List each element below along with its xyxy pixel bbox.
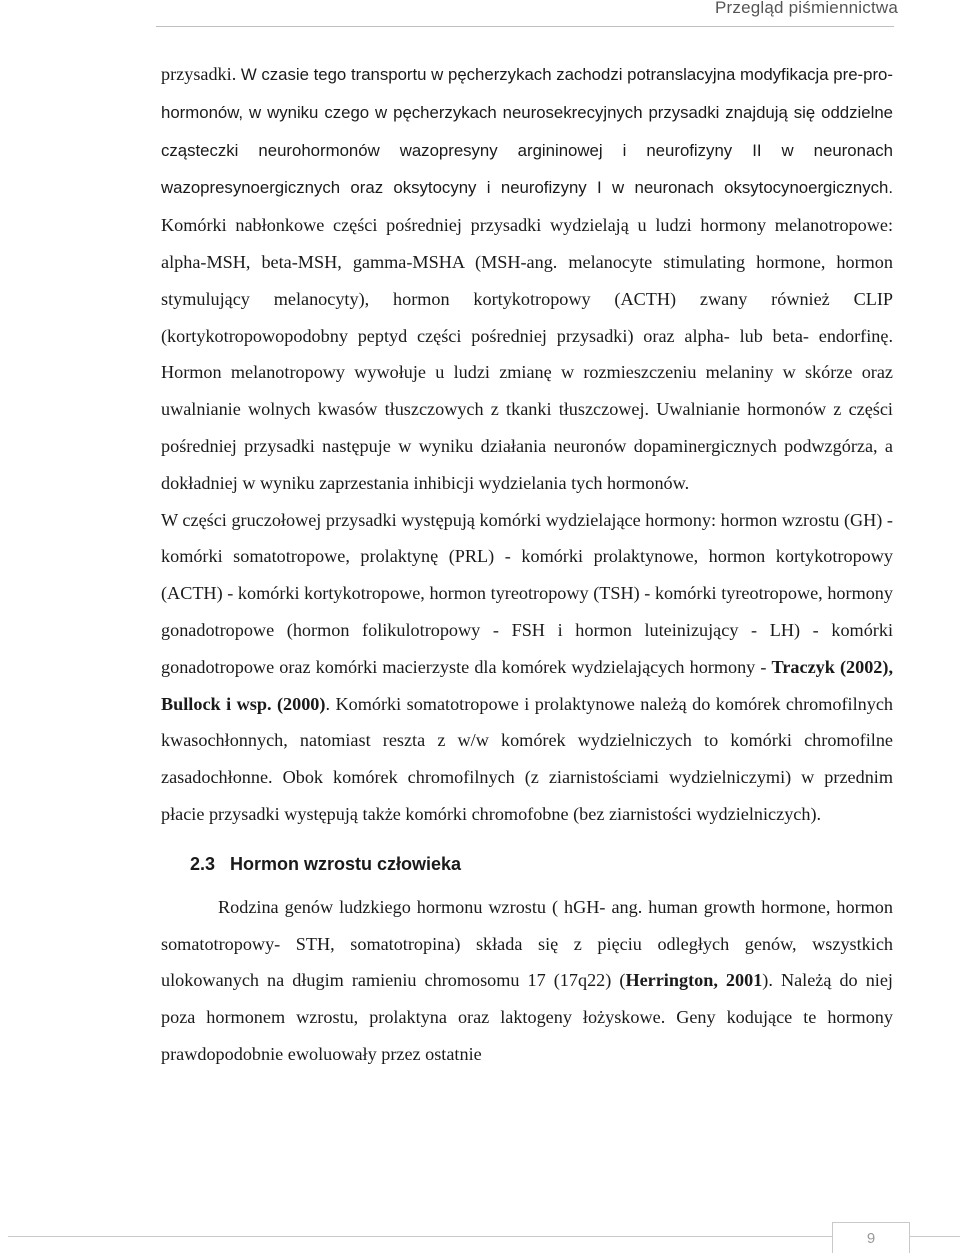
- section-number: 2.3: [190, 853, 216, 874]
- page-number: 9: [866, 1230, 876, 1247]
- citation-herrington: Herrington, 2001: [625, 970, 763, 991]
- section-heading: [161, 849, 893, 879]
- running-title: Przegląd piśmiennictwa: [715, 0, 898, 17]
- citation-traczyk-bullock: Traczyk (2002), Bullock i wsp. (2000): [161, 656, 893, 714]
- document-body: [161, 56, 893, 1073]
- paragraph-3: [161, 889, 893, 1073]
- page-header: [156, 0, 898, 27]
- paragraph-2: [161, 502, 893, 833]
- paragraph-1: [161, 56, 893, 502]
- paragraph-1-rest: Komórki nabłonkowe części pośredniej przysadki wydzielają u ludzi hormony melanotropowe: alpha-MSH, beta-MSH, gamma-MSHA (MSH-ang. melanocyte stimulating hormone, hormon stymulujący melanocyty), hormon kortykotropowy (ACTH) zwany również CLIP (kortykotropowopodobny peptyd części pośredniej przysadki) oraz alpha- lub beta- endorfinę. Hormon melanotropowy wywołuje u ludzi zmianę w rozmieszczeniu melaniny w skórze oraz uwalnianie wolnych kwasów tłuszczowych z tkanki tłuszczowej. Uwalnianie hormonów z części pośredniej przysadki następuje w wyniku działania neuronów dopaminergicznych podwzgórza, a dokładniej w wyniku zaprzestania inhibicji wydzielania tych hormonów.: [161, 215, 893, 493]
- page-number-box: [832, 1222, 910, 1253]
- footer-rule: [8, 1236, 960, 1237]
- section-title: Hormon wzrostu człowieka: [230, 853, 462, 874]
- paragraph-2-after-citation: . Komórki somatotropowe i prolaktynowe należą do komórek chromofilnych kwasochłonnych, natomiast reszta z w/w komórek wydzielniczych to komórki chromofilne zasadochłonne. Obok komórek chromofilnych (z ziarnistościami wydzielniczymi) w przednim płacie przysadki występują także komórki chromofobne (bez ziarnistości wydzielniczych).: [161, 693, 893, 824]
- paragraph-2-text: W części gruczołowej przysadki występują komórki wydzielające hormony: hormon wzrostu (GH) - komórki somatotropowe, prolaktynę (PRL) - komórki prolaktynowe, hormon kortykotropowy (ACTH) - komórki kortykotropowe, hormon tyreotropowy (TSH) - komórki tyreotropowe, hormony gonadotropowe (hormon folikulotropowy - FSH i hormon luteinizujący - LH) - komórki gonadotropowe oraz komórki macierzyste dla komórek wydzielających hormony -: [161, 509, 893, 677]
- paragraph-1-start: przysadki.: [161, 64, 241, 84]
- paragraph-3-text: Rodzina genów ludzkiego hormonu wzrostu ( hGH- ang. human growth hormone, hormon somatotropowy- STH, somatotropina) składa się z pięciu odległych genów, wszystkich ulokowanych na długim ramieniu chromosomu 17 (17q22) (: [161, 896, 893, 991]
- paragraph-1-sans-run: W czasie tego transportu w pęcherzykach zachodzi potranslacyjna modyfikacja pre-pro-hormonów, w wyniku czego w pęcherzykach neurosekrecyjnych przysadki znajdują się oddzielne cząsteczki neurohormonów wazopresyny argininowej i neurofizyny II w neuronach wazopresynoergicznych oraz oksytocyny i neurofizyny I w neuronach oksytocynoergicznych.: [161, 65, 893, 198]
- paragraph-3-after-citation: ). Należą do niej poza hormonem wzrostu, prolaktyna oraz laktogeny łożyskowe. Geny kodujące te hormony prawdopodobnie ewoluowały przez ostatnie: [161, 970, 893, 1064]
